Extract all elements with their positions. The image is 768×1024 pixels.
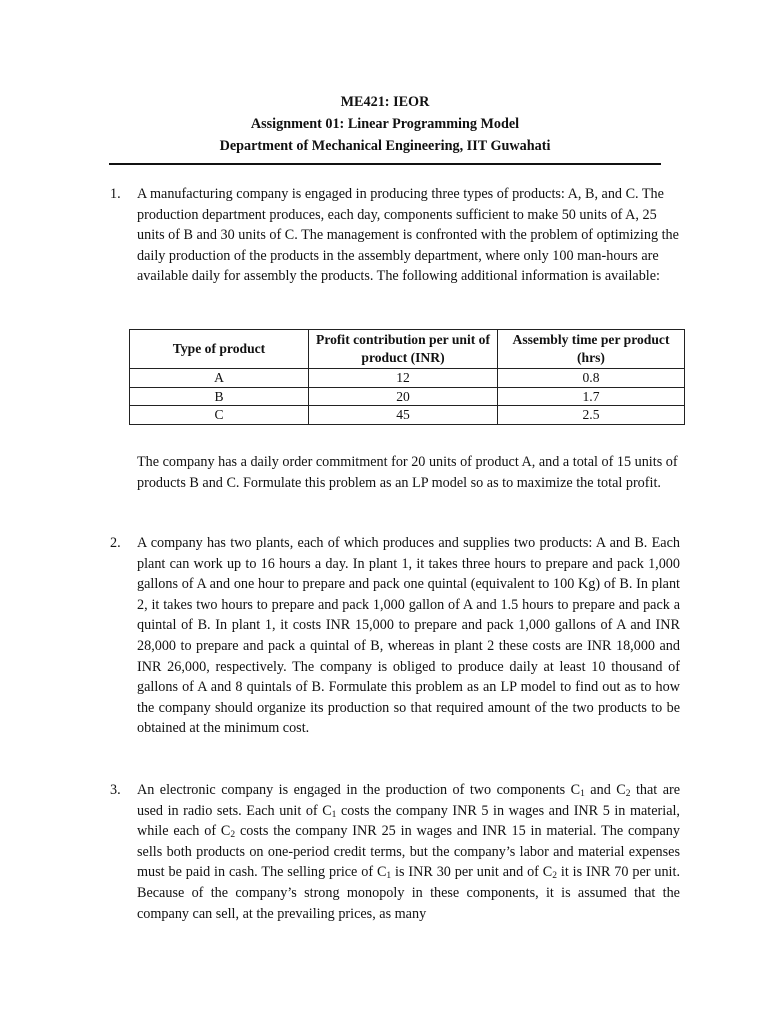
table-cell: B [130, 387, 309, 406]
question-3-text: An electronic company is engaged in the production of two components $C_1$ and $C_2$ that are used in radio sets. Each unit of $C_1$ costs the company INR 5 in wages and INR 5 in material, while each of $C_2$ costs the company INR 25 in wages and INR 15 in material. The company sells both products on one-period credit terms, but the company’s labor and material expenses must be paid in cash. The selling price of $C_1$ is INR 30 per unit and of $C_2$ it is INR 70 per unit. Because of the company’s strong monopoly in these components, it is assumed that the company can sell, at the prevailing prices, as many [137, 782, 681, 922]
table-row [130, 369, 685, 388]
table-cell: C [130, 406, 309, 425]
question-number: 3. [110, 782, 121, 798]
table-cell: 1.7 [498, 387, 685, 406]
table-header-cell: Type of product [130, 330, 309, 369]
table-header-cell: Assembly time per product (hrs) [498, 330, 685, 369]
table-row [130, 406, 685, 425]
assignment-title: Assignment 01: Linear Programming Model [250, 116, 520, 132]
course-title: ME421: IEOR [340, 94, 430, 110]
table-cell: 2.5 [498, 406, 685, 425]
assignment-header [109, 91, 661, 157]
question-1-intro: A manufacturing company is engaged in producing three types of products: A, B, and C. The production department produces, each day, components sufficient to make 50 units of A, 25 units of B and 30 units of C. The management is confronted with the problem of optimizing the daily production of the products in the assembly department, where only 100 man-hours are available daily for assembly the products. The following additional information is available: [137, 186, 679, 285]
department-title: Department of Mechanical Engineering, IIT Guwahati [219, 138, 551, 154]
table-cell: 20 [309, 387, 498, 406]
header-divider [109, 163, 661, 165]
table-cell: A [130, 369, 309, 388]
table-cell: 45 [309, 406, 498, 425]
question-number: 1. [110, 186, 121, 202]
table-cell: 12 [309, 369, 498, 388]
question-1-closing: The company has a daily order commitment for 20 units of product A, and a total of 15 units of products B and C. Formulate this problem as an LP model so as to maximize the total profit. [137, 454, 678, 491]
table-cell: 0.8 [498, 369, 685, 388]
question-number: 2. [110, 535, 121, 551]
product-info-table [129, 329, 685, 425]
question-2-text: A company has two plants, each of which produces and supplies two products: A and B. Each plant can work up to 16 hours a day. In plant 1, it takes three hours to prepare and pack 1,000 gallons of A and one hour to prepare and pack one quintal (equivalent to 100 Kg) of B. In plant 2, it takes two hours to prepare and pack 1,000 gallon of A and 1.5 hours to prepare and pack a quintal of B. In plant 1, it costs INR 15,000 to prepare and pack 1,000 gallons of A and INR 28,000 to prepare and pack a quintal of B, whereas in plant 2 these costs are INR 18,000 and INR 26,000, respectively. The company is obliged to produce daily at least 10 thousand of gallons of A and 8 quintals of B. Formulate this problem as an LP model to find out as to how the company should organize its production so that required amount of the two products to be obtained at the minimum cost. [137, 535, 680, 737]
table-header-row [130, 330, 685, 369]
table-header-cell: Profit contribution per unit of product (INR) [309, 330, 498, 369]
table-row [130, 387, 685, 406]
